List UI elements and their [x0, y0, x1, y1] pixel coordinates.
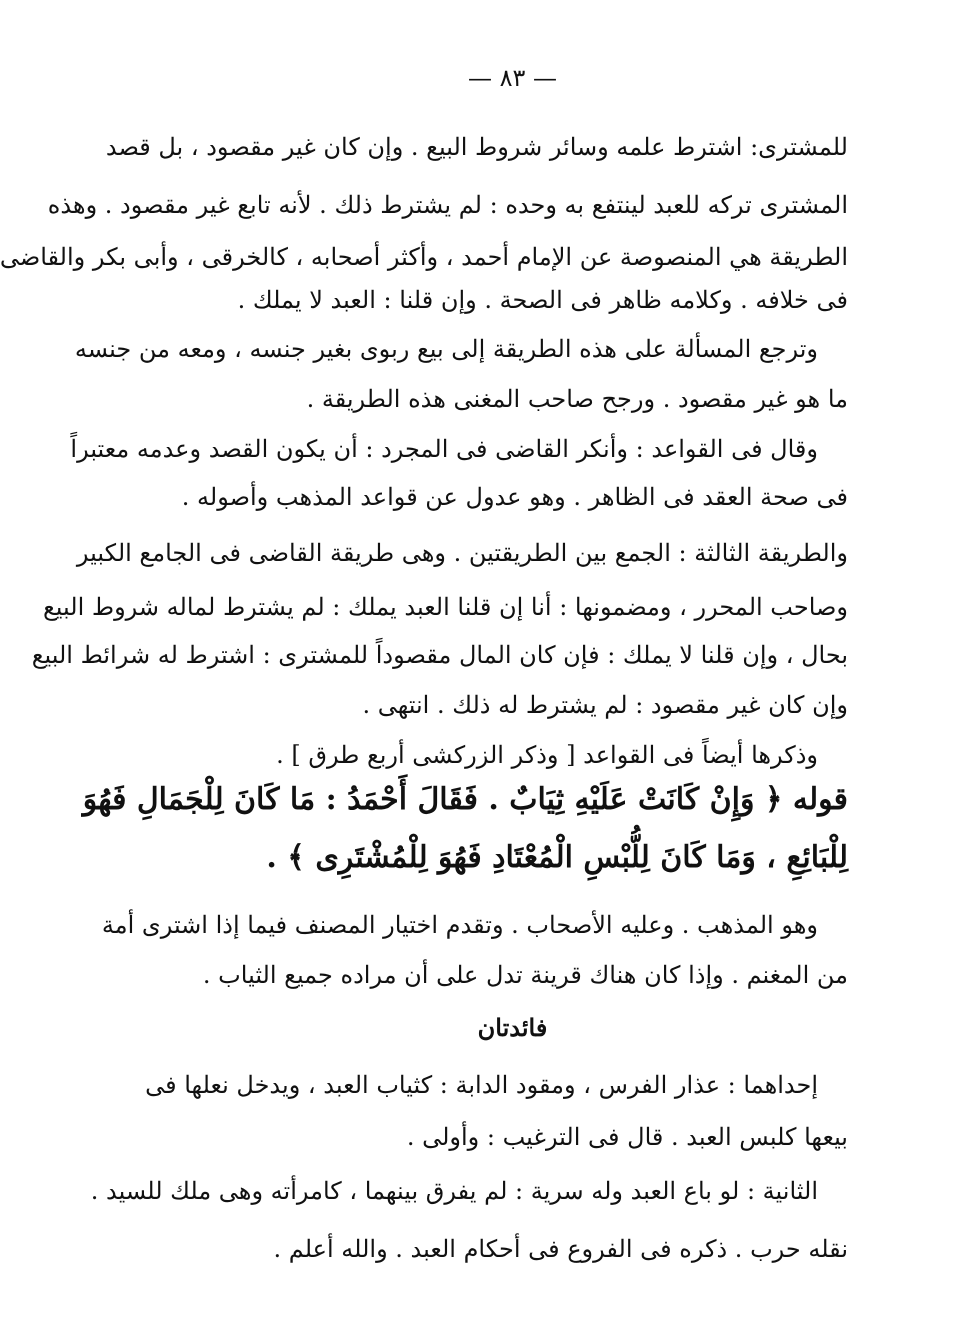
- text-line-16: إحداهما : عذار الفرس ، ومقود الدابة : كثياب العبد ، ويدخل نعلها فى: [145, 1071, 818, 1099]
- text-line-11: بحال ، وإن قلنا لا يملك : فإن كان المال مقصوداً للمشترى : اشترط له شرائط البيع: [31, 641, 848, 669]
- text-line-6: ما هو غير مقصود . ورجح صاحب المغنى هذه الطريقة .: [306, 385, 848, 413]
- page-number: — ٨٣ —: [467, 64, 558, 92]
- text-line-14: وهو المذهب . وعليه الأصحاب . وتقدم اختيار المصنف فيما إذا اشترى أمة: [101, 911, 818, 939]
- section-heading: فائدتان: [477, 1013, 548, 1042]
- text-line-13: وذكرها أيضاً فى القواعد [ وذكر الزركشى أربع طرق ] .: [276, 741, 818, 769]
- quran-line-1: قوله ﴿ وَإِنْ كَانَتْ عَلَيْهِ ثِيَابٌ . فَقَالَ أَحْمَدُ : مَا كَانَ لِلْجَمَالِ فَهُوَ: [82, 782, 848, 817]
- text-line-10: وصاحب المحرر ، ومضمونها : أنا إن قلنا العبد يملك : لم يشترط لماله شروط البيع: [43, 593, 848, 621]
- text-line-8: فى صحة العقد فى الظاهر . وهو عدول عن قواعد المذهب وأصوله .: [181, 483, 848, 511]
- text-line-7: وقال فى القواعد : وأنكر القاضى فى المجرد : أن يكون القصد وعدمه معتبراً: [70, 435, 818, 463]
- text-line-2: المشترى تركه للعبد لينتفع به وحده : لم يشترط ذلك . لأنه تابع غير مقصود . وهذه: [47, 191, 848, 219]
- text-line-19: نقله حرب . ذكره فى الفروع فى أحكام العبد . والله أعلم .: [273, 1235, 848, 1263]
- quran-line-2: لِلْبَائِعِ ، وَمَا كَانَ لِلُّبْسِ الْمُعْتَادِ فَهُوَ لِلْمُشْتَرِى ﴾ .: [266, 840, 848, 875]
- text-line-12: وإن كان غير مقصود : لم يشترط له ذلك . انتهى .: [362, 691, 848, 719]
- text-line-5: وترجع المسألة على هذه الطريقة إلى بيع ربوى بغير جنسه ، ومعه من جنسه: [74, 335, 818, 363]
- text-line-3: الطريقة هي المنصوصة عن الإمام أحمد ، وأكثر أصحابه ، كالخرقى ، وأبى بكر والقاضى: [0, 243, 848, 271]
- text-line-9: والطريقة الثالثة : الجمع بين الطريقتين . وهى طريقة القاضى فى الجامع الكبير: [76, 539, 848, 567]
- text-line-1: للمشترى: اشترط علمه وسائر شروط البيع . وإن كان غير مقصود ، بل قصد: [105, 133, 848, 161]
- text-line-4: فى خلافه . وكلامه ظاهر فى الصحة . وإن قلنا : العبد لا يملك .: [237, 286, 848, 314]
- text-line-18: الثانية : لو باع العبد وله سرية : لم يفرق بينهما ، كامرأته وهى ملك للسيد .: [90, 1177, 818, 1205]
- text-line-17: بيعها كلبس العبد . قال فى الترغيب : وأولى .: [406, 1123, 848, 1151]
- text-line-15: من المغنم . وإذا كان هناك قرينة تدل على أن مراده جميع الثياب .: [202, 961, 848, 989]
